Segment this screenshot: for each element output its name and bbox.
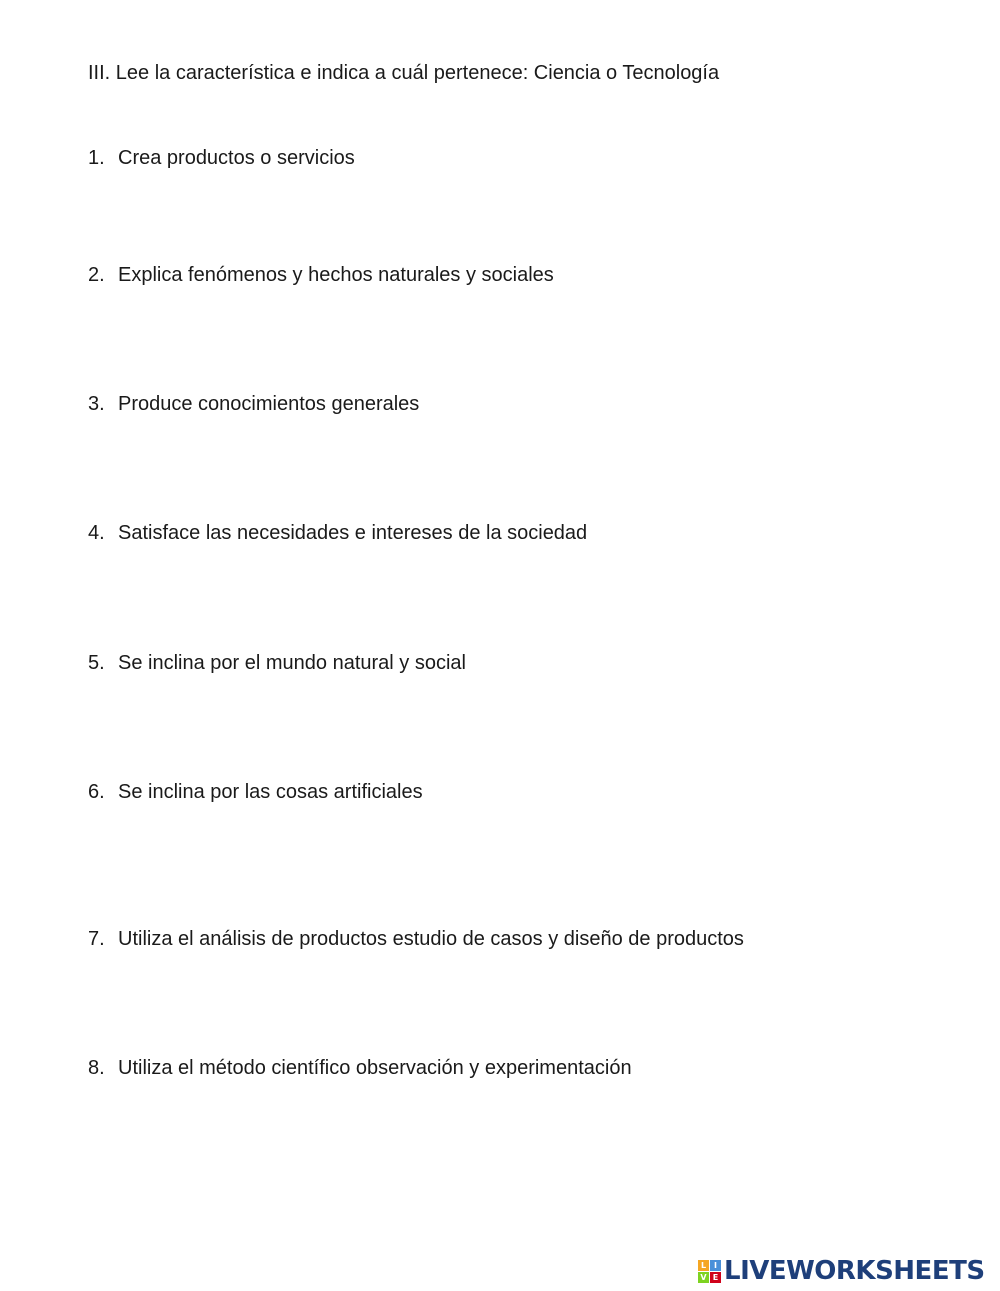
instruction-heading: III. Lee la característica e indica a cuál pertenece: Ciencia o Tecnología <box>88 62 720 84</box>
list-item <box>88 520 587 546</box>
item-number: 1. <box>88 147 105 169</box>
item-number: 6. <box>88 781 105 803</box>
item-text: Se inclina por las cosas artificiales <box>118 781 423 803</box>
item-text: Satisface las necesidades e intereses de la sociedad <box>118 522 588 544</box>
item-number: 5. <box>88 652 105 674</box>
item-text: Produce conocimientos generales <box>118 393 420 415</box>
logo-block: E <box>710 1272 721 1283</box>
logo-text: LIVEWORKSHEETS <box>724 1256 985 1286</box>
item-number: 2. <box>88 264 105 286</box>
item-number: 3. <box>88 393 105 415</box>
item-text: Se inclina por el mundo natural y social <box>118 652 466 674</box>
item-text: Crea productos o servicios <box>118 147 355 169</box>
list-item <box>88 262 554 288</box>
item-number: 4. <box>88 522 105 544</box>
logo-blocks-icon <box>698 1260 721 1283</box>
item-text: Utiliza el análisis de productos estudio de casos y diseño de productos <box>118 928 744 950</box>
item-text: Utiliza el método científico observación y experimentación <box>118 1057 632 1079</box>
list-item <box>88 391 419 417</box>
list-item <box>88 926 744 952</box>
logo-block: I <box>710 1260 721 1271</box>
logo-block: V <box>698 1272 709 1283</box>
liveworksheets-logo <box>698 1256 985 1286</box>
list-item <box>88 779 423 805</box>
item-text: Explica fenómenos y hechos naturales y sociales <box>118 264 554 286</box>
logo-block: L <box>698 1260 709 1271</box>
item-number: 8. <box>88 1057 105 1079</box>
list-item <box>88 650 466 676</box>
list-item <box>88 145 355 171</box>
item-number: 7. <box>88 928 105 950</box>
list-item <box>88 1055 632 1081</box>
